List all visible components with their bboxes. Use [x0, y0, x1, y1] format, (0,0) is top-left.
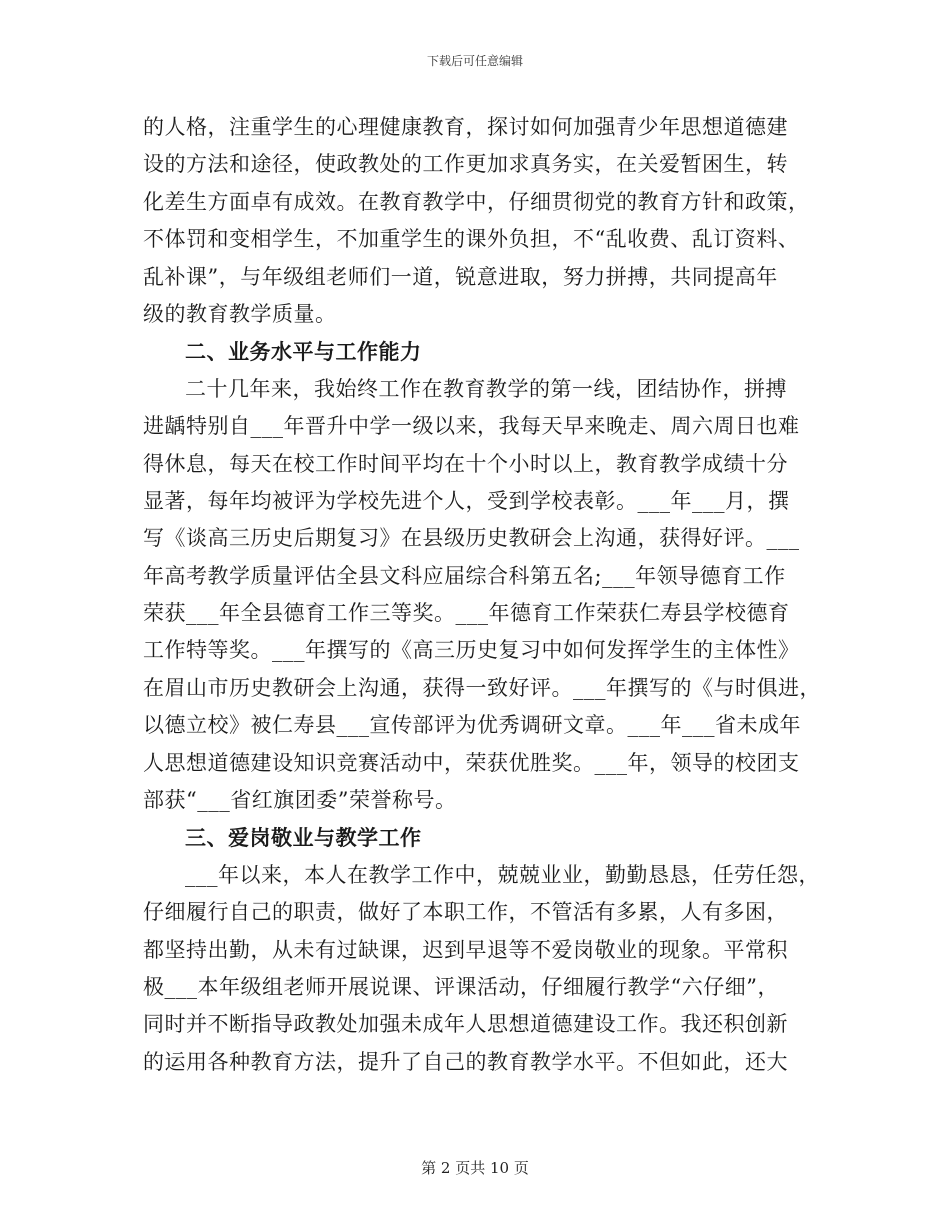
text-line: 年高考教学质量评估全县文科应届综合科第五名;___年领导德育工作	[143, 563, 786, 588]
text-line: 荣获___年全县德育工作三等奖。___年德育工作荣获仁寿县学校德育	[143, 601, 790, 626]
text-line: 进龋特别自___年晋升中学一级以来，我每天早来晚走、周六周日也难	[143, 414, 800, 439]
text-line: 的人格，注重学生的心理健康教育，探讨如何加强青少年思想道德建	[143, 115, 788, 139]
text-line: 部获“___省红旗团委”荣誉称号。	[143, 788, 457, 813]
paragraph-start-line: ___年以来，本人在教学工作中，兢兢业业，勤勤恳恳，任劳任怨，	[185, 862, 820, 887]
text-line: 在眉山市历史教研会上沟通，获得一致好评。___年撰写的《与时俱进，	[143, 675, 821, 700]
page-header: 下载后可任意编辑	[426, 54, 523, 68]
paragraph-start-line: 二十几年来，我始终工作在教育教学的第一线，团结协作，拼搏	[185, 376, 787, 401]
text-line: 设的方法和途径，使政教处的工作更加求真务实，在关爱暂困生，转	[143, 152, 788, 177]
text-line: 以德立校》被仁寿县___宣传部评为优秀调研文章。___年___省未成年	[143, 713, 801, 738]
text-line: 工作特等奖。___年撰写的《高三历史复习中如何发挥学生的主体性》	[143, 638, 800, 663]
text-line: 人思想道德建设知识竞赛活动中，荣获优胜奖。___年，领导的校团支	[143, 750, 800, 775]
text-line: 得休息，每天在校工作时间平均在十个小时以上，教育教学成绩十分	[143, 451, 788, 476]
text-line: 写《谈高三历史后期复习》在县级历史教研会上沟通，获得好评。___	[143, 526, 800, 551]
section-heading-2: 二、业务水平与工作能力	[185, 339, 422, 365]
page-footer: 第 2 页共 10 页	[421, 1159, 529, 1177]
text-line: 极___本年级组老师开展说课、评课活动，仔细履行教学“六仔细”，	[143, 974, 779, 999]
text-line: 仔细履行自己的职责，做好了本职工作，不管活有多累，人有多困，	[143, 900, 788, 925]
text-line: 同时并不断指导政教处加强未成年人思想道德建设工作。我还积创新	[143, 1012, 788, 1037]
text-line: 化差生方面卓有成效。在教育教学中，仔细贯彻党的教育方针和政策，	[143, 189, 810, 214]
document-body	[143, 109, 843, 1081]
section-heading-3: 三、爱岗敬业与教学工作	[185, 825, 422, 851]
text-line: 都坚持出勤，从未有过缺课，迟到早退等不爱岗敬业的现象。平常积	[143, 937, 788, 962]
text-line: 乱补课”，与年级组老师们一道，锐意进取，努力拼搏，共同提高年	[143, 264, 778, 289]
text-line: 级的教育教学质量。	[143, 301, 337, 326]
text-line: 的运用各种教育方法，提升了自己的教育教学水平。不但如此，还大	[143, 1049, 788, 1074]
text-line: 显著，每年均被评为学校先进个人，受到学校表彰。___年___月，撰	[143, 488, 790, 513]
text-line: 不体罚和变相学生，不加重学生的课外负担，不“乱收费、乱订资料、	[143, 227, 800, 252]
